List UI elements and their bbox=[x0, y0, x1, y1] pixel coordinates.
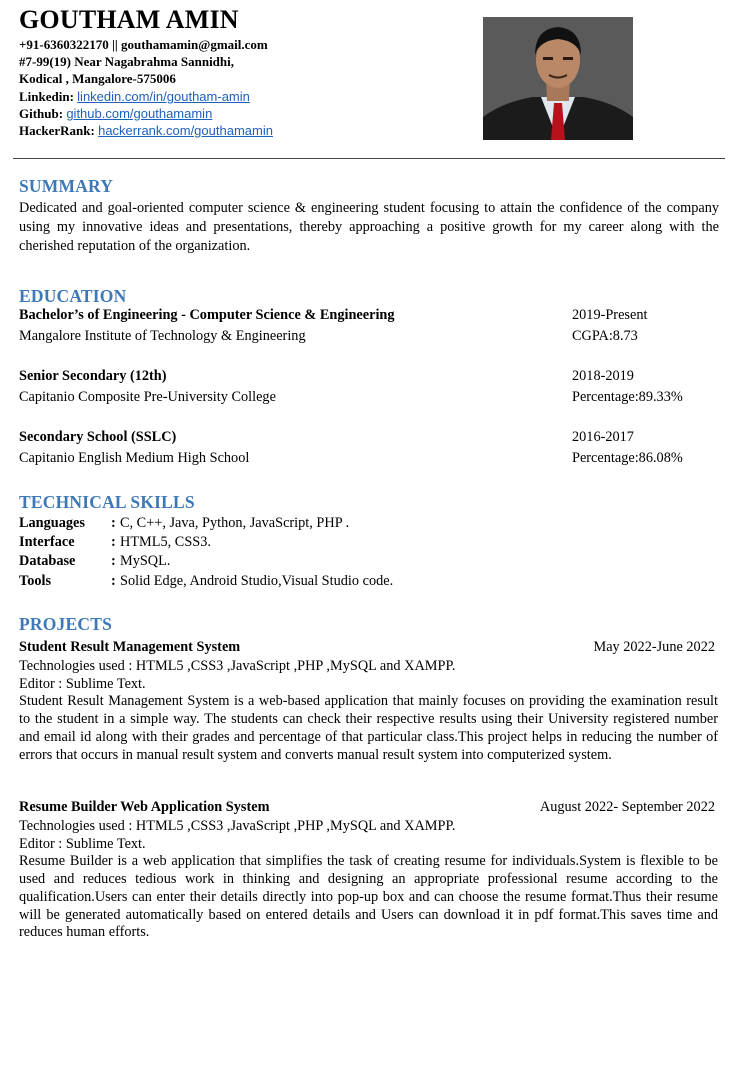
education-item-2-head bbox=[19, 368, 719, 388]
skill-key: Database bbox=[19, 553, 76, 570]
education-item-2-detail bbox=[19, 389, 719, 409]
project-editor: Editor : Sublime Text. bbox=[19, 675, 146, 692]
project-2-body bbox=[19, 818, 718, 942]
education-item-1-detail bbox=[19, 328, 719, 348]
education-period: 2016-2017 bbox=[572, 429, 634, 445]
summary-text: Dedicated and goal-oriented computer science & engineering student focusing to attain the confidence of the company using my innovative ideas and presentations, thereby approaching a positive growth for my career along with the cherished reputation of the organization. bbox=[19, 200, 719, 255]
linkedin-link[interactable]: linkedin.com/in/goutham-amin bbox=[77, 88, 250, 104]
person-icon bbox=[483, 17, 633, 140]
profile-photo bbox=[483, 17, 633, 140]
project-description: Resume Builder is a web application that simplifies the task of creating resume for individuals.System is flexible to be used and reduces tedious work in thinking and designing an appropriate professional resume according to the qualification.Users can enter their details directly into pop-up box and can choose the resume format.Thus their resume will be generated automatically based on entered details and Users can download it in pdf format.This saves time and reduces human efforts. bbox=[19, 853, 718, 941]
skill-colon: : bbox=[111, 515, 116, 531]
education-period: 2018-2019 bbox=[572, 368, 634, 384]
skill-value: Solid Edge, Android Studio,Visual Studio code. bbox=[120, 572, 394, 589]
contact-block bbox=[19, 36, 273, 139]
education-institution: Mangalore Institute of Technology & Engineering bbox=[19, 328, 306, 344]
education-score: Percentage:86.08% bbox=[572, 450, 683, 466]
skill-key: Interface bbox=[19, 534, 75, 551]
skill-value: HTML5, CSS3. bbox=[120, 534, 211, 551]
education-institution: Capitanio English Medium High School bbox=[19, 450, 250, 466]
linkedin-row bbox=[19, 88, 273, 105]
skill-value: MySQL. bbox=[120, 553, 171, 570]
github-link[interactable]: github.com/gouthamamin bbox=[66, 105, 213, 121]
skills-heading: TECHNICAL SKILLS bbox=[19, 492, 195, 512]
skill-colon: : bbox=[111, 534, 116, 551]
skill-key: Tools bbox=[19, 572, 52, 589]
summary-heading: SUMMARY bbox=[19, 176, 114, 196]
project-period: May 2022-June 2022 bbox=[593, 639, 715, 655]
skill-key: Languages bbox=[19, 515, 85, 531]
github-row bbox=[19, 105, 273, 122]
linkedin-label: Linkedin: bbox=[19, 88, 74, 104]
education-item-3-detail bbox=[19, 450, 719, 470]
education-period: 2019-Present bbox=[572, 307, 648, 323]
skill-colon: : bbox=[111, 553, 116, 570]
hackerrank-label: HackerRank: bbox=[19, 123, 95, 139]
hackerrank-row bbox=[19, 122, 273, 139]
project-description: Student Result Management System is a web-based application that mainly focuses on providing the examination result to the student in a simple way. The students can check their respective results using their University registered number and email id along with their grades and percentage of that particular class.This project helps in reducing the number of errors that occurs in manual result system and converts manual result system into computerized system. bbox=[19, 693, 718, 763]
hackerrank-link[interactable]: hackerrank.com/gouthamamin bbox=[98, 123, 273, 139]
education-institution: Capitanio Composite Pre-University College bbox=[19, 389, 276, 405]
project-name: Student Result Management System bbox=[19, 639, 241, 655]
project-tech: Technologies used : HTML5 ,CSS3 ,JavaScript ,PHP ,MySQL and XAMPP. bbox=[19, 818, 456, 834]
address-line-2: Kodical , Mangalore-575006 bbox=[19, 71, 176, 87]
education-degree: Senior Secondary (12th) bbox=[19, 368, 167, 384]
address-line-1: #7-99(19) Near Nagabrahma Sannidhi, bbox=[19, 54, 235, 70]
skill-value: C, C++, Java, Python, JavaScript, PHP . bbox=[120, 515, 350, 531]
github-label: Github: bbox=[19, 105, 64, 121]
project-2-head bbox=[19, 799, 715, 817]
project-name: Resume Builder Web Application System bbox=[19, 799, 270, 815]
education-score: CGPA:8.73 bbox=[572, 328, 638, 344]
skill-colon: : bbox=[111, 572, 116, 589]
project-1-head bbox=[19, 639, 715, 657]
project-tech: Technologies used : HTML5 ,CSS3 ,JavaScript ,PHP ,MySQL and XAMPP. bbox=[19, 658, 456, 674]
education-item-1-head bbox=[19, 307, 719, 327]
education-score: Percentage:89.33% bbox=[572, 389, 683, 405]
project-1-body bbox=[19, 658, 718, 764]
candidate-name: GOUTHAM AMIN bbox=[19, 5, 239, 34]
phone-email: +91-6360322170 || gouthamamin@gmail.com bbox=[19, 37, 268, 52]
project-editor: Editor : Sublime Text. bbox=[19, 835, 146, 852]
education-item-3-head bbox=[19, 429, 719, 449]
projects-heading: PROJECTS bbox=[19, 614, 113, 634]
education-degree: Secondary School (SSLC) bbox=[19, 429, 177, 445]
education-degree: Bachelor’s of Engineering - Computer Science & Engineering bbox=[19, 307, 395, 323]
project-period: August 2022- September 2022 bbox=[539, 799, 715, 815]
header-divider bbox=[13, 158, 725, 159]
education-heading: EDUCATION bbox=[19, 286, 127, 306]
